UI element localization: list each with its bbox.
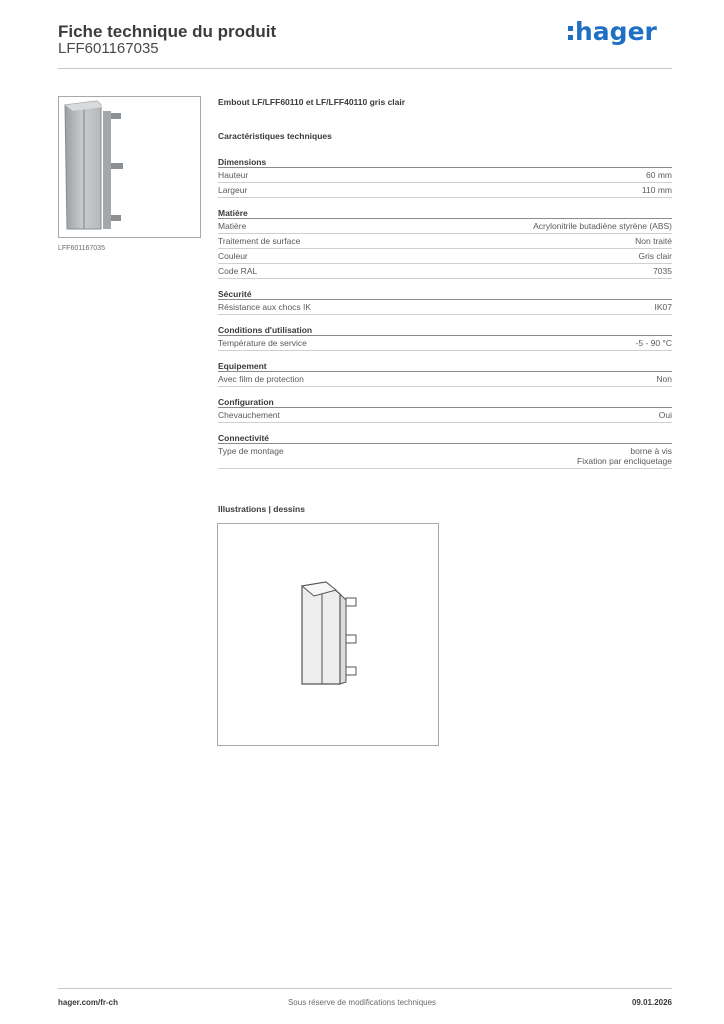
product-thumbnail bbox=[58, 96, 201, 238]
thumbnail-caption: LFF601167035 bbox=[58, 245, 105, 252]
spec-value bbox=[653, 266, 672, 276]
spec-value-line: 110 mm bbox=[641, 185, 672, 195]
spec-group bbox=[218, 324, 672, 351]
spec-label: Code RAL bbox=[218, 266, 258, 276]
spec-group-title: Configuration bbox=[218, 396, 672, 408]
spec-row bbox=[218, 168, 672, 183]
spec-group bbox=[218, 288, 672, 315]
spec-value bbox=[659, 410, 672, 420]
illustration-frame bbox=[217, 523, 439, 746]
spec-group bbox=[218, 207, 672, 279]
spec-row bbox=[218, 336, 672, 351]
logo-text: hager bbox=[575, 17, 657, 46]
footer-date: 09.01.2026 bbox=[631, 998, 672, 1007]
spec-label: Résistance aux chocs IK bbox=[218, 302, 312, 312]
illustrations-heading: Illustrations | dessins bbox=[218, 504, 305, 514]
spec-row bbox=[218, 444, 672, 469]
spec-row bbox=[218, 183, 672, 198]
spec-label: Température de service bbox=[218, 338, 307, 348]
spec-value bbox=[655, 302, 673, 312]
spec-value bbox=[635, 236, 672, 246]
spec-value bbox=[642, 185, 672, 195]
spec-group-title: Dimensions bbox=[218, 156, 672, 168]
spec-value-line: Gris clair bbox=[638, 251, 672, 261]
document-title: Fiche technique du produit bbox=[58, 22, 277, 41]
spec-row bbox=[218, 234, 672, 249]
spec-value-line: borne à vis bbox=[630, 446, 672, 456]
spec-label: Hauteur bbox=[218, 170, 249, 180]
spec-row bbox=[218, 219, 672, 234]
spec-value-line: Acrylonitrile butadiène styrène (ABS) bbox=[533, 221, 672, 231]
spec-row bbox=[218, 264, 672, 279]
spec-label: Avec film de protection bbox=[218, 374, 304, 384]
spec-group-title: Equipement bbox=[218, 360, 672, 372]
spec-row bbox=[218, 300, 672, 315]
spec-label: Type de montage bbox=[218, 446, 284, 456]
spec-group-title: Matière bbox=[218, 207, 672, 219]
spec-table bbox=[218, 156, 672, 478]
spec-value bbox=[638, 251, 672, 261]
spec-value-line: Non bbox=[656, 374, 672, 384]
spec-value bbox=[646, 170, 672, 180]
spec-value-line: Oui bbox=[658, 410, 672, 420]
product-reference: LFF601167035 bbox=[58, 40, 159, 57]
spec-group-title: Sécurité bbox=[218, 288, 672, 300]
footer-website-link[interactable]: hager.com/fr-ch bbox=[58, 998, 119, 1007]
spec-value-line: -5 - 90 °C bbox=[635, 338, 672, 348]
spec-label: Largeur bbox=[218, 185, 248, 195]
spec-value bbox=[577, 446, 672, 466]
specs-heading: Caractéristiques techniques bbox=[218, 131, 332, 141]
spec-value bbox=[656, 374, 672, 384]
spec-value bbox=[533, 221, 672, 231]
spec-label: Traitement de surface bbox=[218, 236, 301, 246]
end-cap-drawing bbox=[218, 524, 438, 745]
spec-label: Couleur bbox=[218, 251, 248, 261]
spec-value-line: IK07 bbox=[654, 302, 672, 312]
spec-value bbox=[636, 338, 672, 348]
spec-row bbox=[218, 372, 672, 387]
product-name: Embout LF/LFF60110 et LF/LFF40110 gris clair bbox=[218, 97, 406, 107]
spec-row bbox=[218, 249, 672, 264]
spec-value-line: Non traité bbox=[635, 236, 672, 246]
footer-divider bbox=[58, 988, 672, 989]
spec-group bbox=[218, 156, 672, 198]
spec-group-title: Connectivité bbox=[218, 432, 672, 444]
spec-value-line: Fixation par encliquetage bbox=[577, 456, 672, 466]
spec-group bbox=[218, 360, 672, 387]
footer-notice: Sous réserve de modifications techniques bbox=[287, 998, 437, 1007]
spec-group bbox=[218, 396, 672, 423]
spec-row bbox=[218, 408, 672, 423]
spec-value-line: 60 mm bbox=[646, 170, 672, 180]
end-cap-thumbnail-image bbox=[59, 97, 200, 237]
spec-label: Chevauchement bbox=[218, 410, 280, 420]
hager-logo bbox=[566, 16, 666, 46]
spec-group-title: Conditions d'utilisation bbox=[218, 324, 672, 336]
header-divider bbox=[58, 68, 672, 69]
spec-label: Matière bbox=[218, 221, 247, 231]
spec-group bbox=[218, 432, 672, 469]
spec-value-line: 7035 bbox=[653, 266, 672, 276]
